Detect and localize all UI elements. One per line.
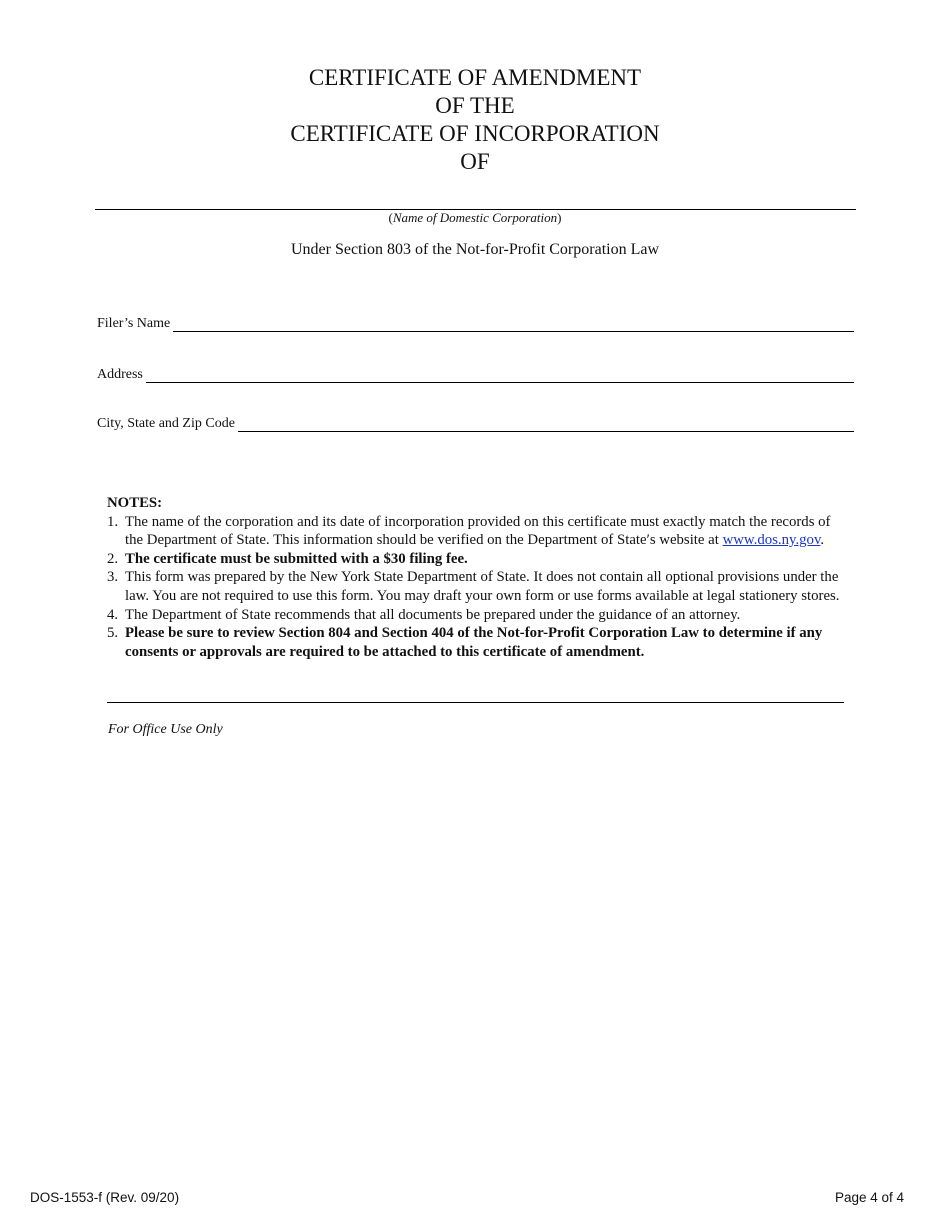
page-number: Page 4 of 4 [834, 1190, 904, 1205]
title-line-2: OF THE [435, 93, 515, 118]
note-text: This form was prepared by the New York State Department of State. It does not contain all optional provisions under the law. You are not required to use this form. You may draft your own form or use forms available at legal stationery stores. [125, 569, 840, 604]
note-text-end: . [820, 532, 825, 549]
office-use-divider [107, 702, 844, 703]
note-number: 5. [107, 625, 119, 642]
title-line-1: CERTIFICATE OF AMENDMENT [308, 65, 642, 90]
filer-name-field[interactable] [97, 316, 854, 332]
note-text: Please be sure to review Section 804 and Section 404 of the Not-for-Profit Corporation Law to determine if any consents or approvals are required to be attached to this certificate of amendment. [125, 625, 823, 660]
note-text: The certificate must be submitted with a $30 filing fee. [125, 550, 468, 567]
note-item [107, 513, 847, 550]
note-number: 2. [107, 550, 119, 567]
filer-name-input-line[interactable] [173, 317, 854, 332]
notes-heading: NOTES: [107, 495, 163, 511]
address-field[interactable] [97, 367, 854, 383]
title-line-3: CERTIFICATE OF INCORPORATION [290, 121, 660, 146]
note-number: 4. [107, 606, 119, 623]
city-state-zip-input-line[interactable] [238, 417, 854, 432]
notes-section [107, 494, 847, 661]
title-line-4: OF [460, 149, 490, 174]
note-number: 1. [107, 513, 119, 530]
corporation-name-caption: (Name of Domestic Corporation) [388, 210, 562, 225]
office-use-label: For Office Use Only [108, 722, 223, 737]
dos-website-link[interactable]: www.dos.ny.gov [722, 532, 821, 549]
note-item [107, 550, 847, 569]
section-reference: Under Section 803 of the Not-for-Profit Corporation Law [290, 241, 660, 258]
corporation-name-caption-text: Name of Domestic Corporation [392, 210, 558, 225]
note-item [107, 624, 847, 661]
filer-name-label: Filer’s Name [97, 316, 171, 331]
city-state-zip-field[interactable] [97, 416, 854, 432]
note-item [107, 606, 847, 625]
note-item [107, 568, 847, 605]
note-text: The name of the corporation and its date of incorporation provided on this certificate must exactly match the records of the Department of State. This information should be verified on the Department of State′s website at [125, 513, 831, 549]
form-id: DOS-1553-f (Rev. 09/20) [30, 1190, 180, 1205]
address-input-line[interactable] [146, 368, 854, 383]
note-text: The Department of State recommends that all documents be prepared under the guidance of an attorney. [125, 606, 741, 623]
city-state-zip-label: City, State and Zip Code [97, 416, 235, 431]
note-number: 3. [107, 569, 119, 586]
document-title [0, 64, 950, 176]
address-label: Address [97, 367, 143, 382]
